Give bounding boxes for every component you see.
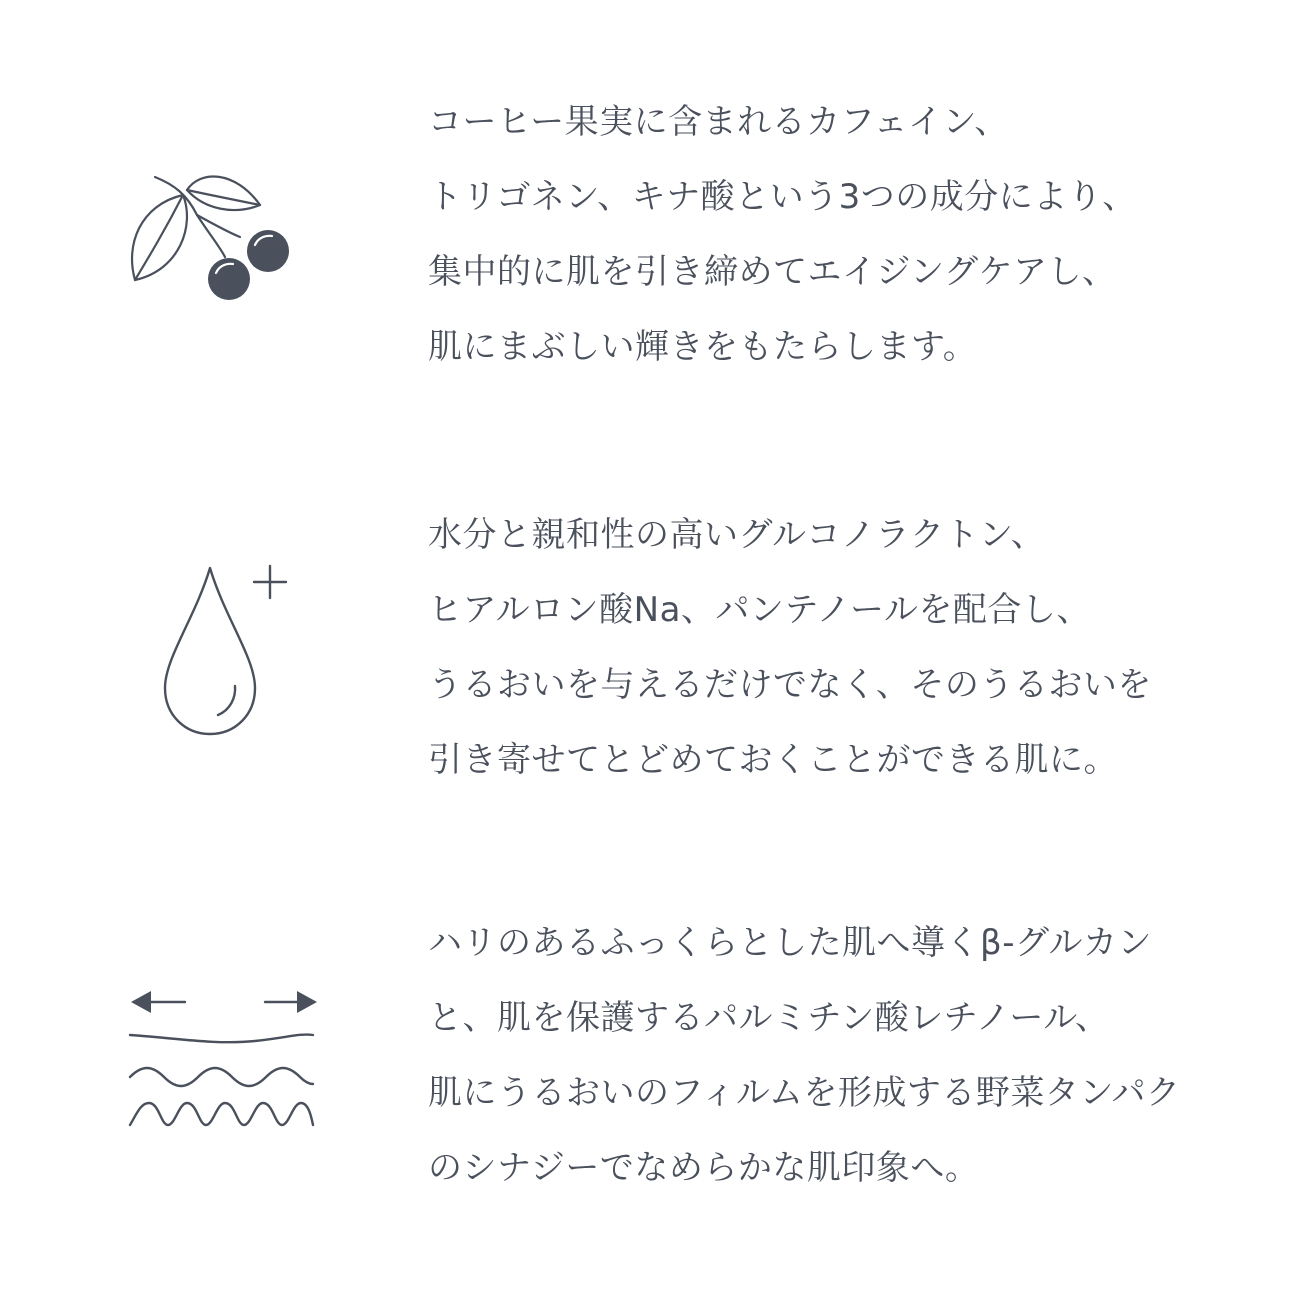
feature-section-firmness [0, 850, 1300, 1300]
stretch-waves-icon [125, 985, 320, 1135]
feature-section-moisture [0, 430, 1300, 850]
coffee-cherry-icon [125, 165, 305, 315]
feature-text-moisture [428, 510, 1288, 810]
feature-line: コーヒー果実に含まれるカフェイン、 [428, 102, 1009, 142]
feature-line: うるおいを与えるだけでなく、そのうるおいを [428, 665, 1152, 705]
feature-line: ヒアルロン酸Na、パンテノールを配合し、 [428, 590, 1091, 630]
feature-line: トリゴネン、キナ酸という3つの成分により、 [428, 177, 1137, 217]
feature-line: と、肌を保護するパルミチン酸レチノール、 [428, 998, 1110, 1038]
feature-text-caffeine [428, 97, 1288, 397]
feature-section-caffeine [0, 0, 1300, 430]
feature-text-firmness [428, 918, 1288, 1218]
water-drop-plus-icon [160, 558, 300, 738]
feature-line: 肌にうるおいのフィルムを形成する野菜タンパク [428, 1073, 1181, 1113]
feature-line: のシナジーでなめらかな肌印象へ。 [428, 1148, 980, 1188]
feature-line: 水分と親和性の高いグルコノラクトン、 [428, 515, 1046, 555]
feature-line: 集中的に肌を引き締めてエイジングケアし、 [428, 252, 1117, 292]
feature-line: 引き寄せてとどめておくことができる肌に。 [428, 740, 1118, 780]
feature-line: 肌にまぶしい輝きをもたらします。 [428, 327, 978, 367]
feature-line: ハリのあるふっくらとした肌へ導くβ-グルカン [428, 923, 1152, 963]
